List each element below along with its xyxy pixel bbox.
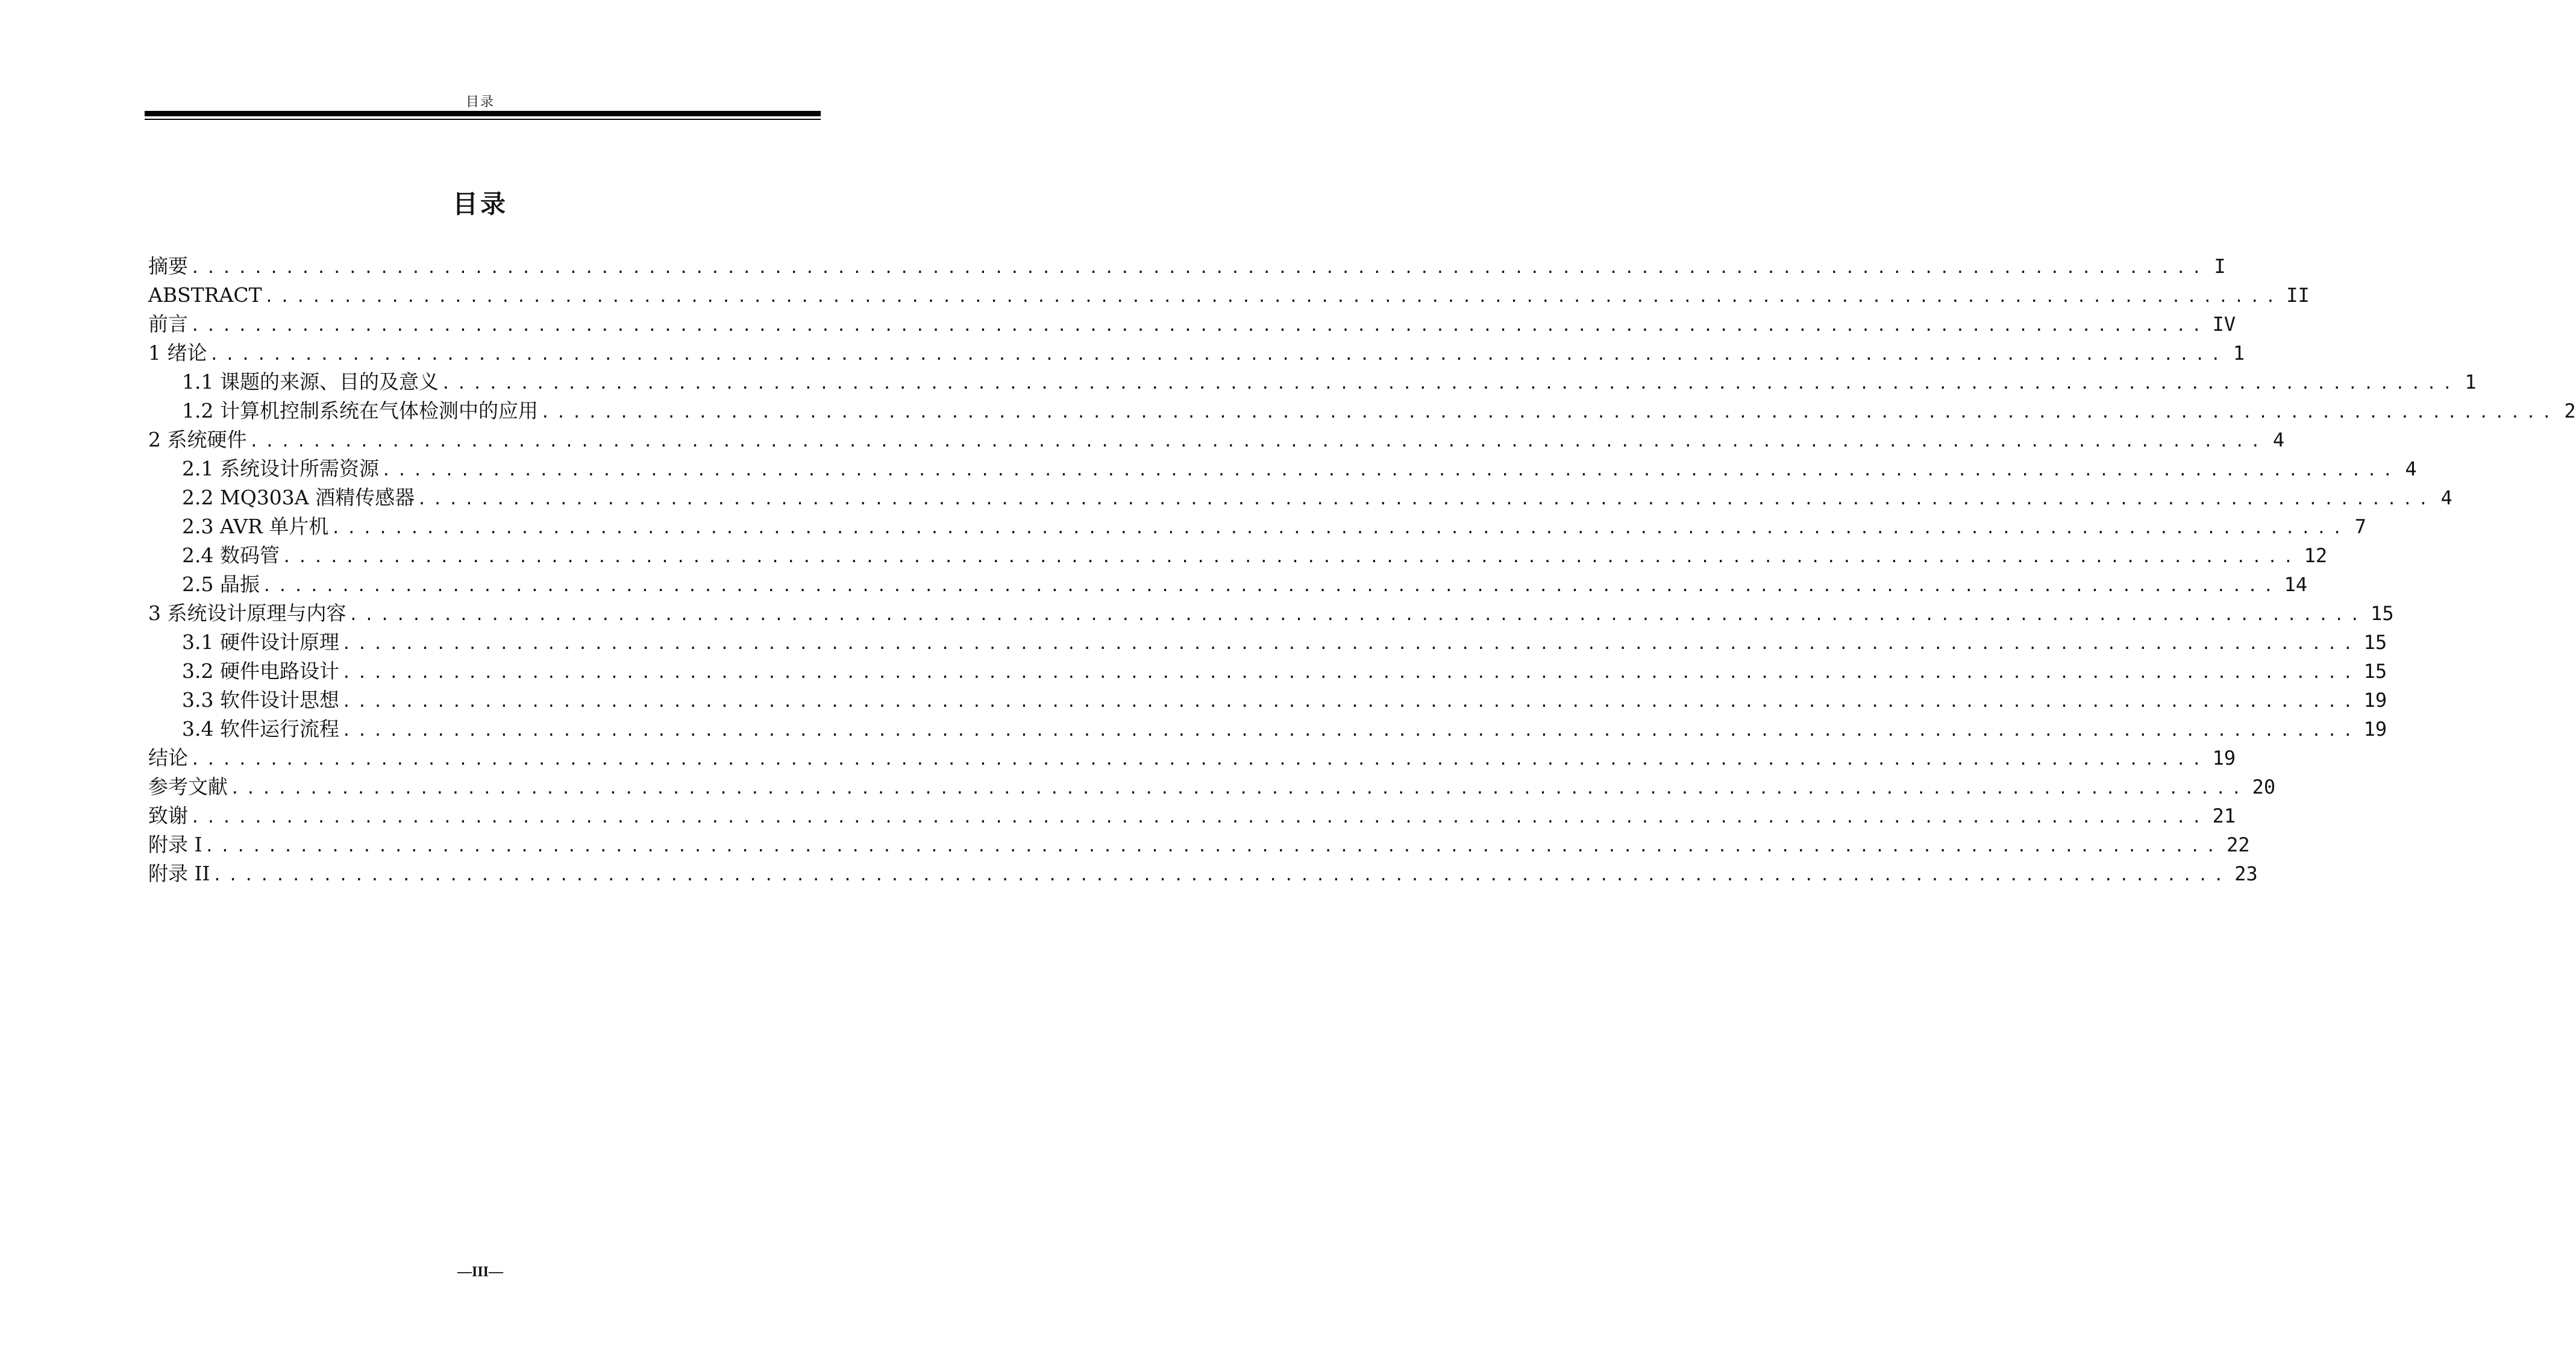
toc-entry-label: 1.1 课题的来源、目的及意义 <box>182 370 439 393</box>
toc-entry-page: 15 <box>2363 631 2387 654</box>
toc-leader-dots: ................................................................................................................................ <box>341 722 2359 740</box>
toc-entry-references[interactable] <box>148 773 2276 801</box>
toc-entry-label: 前言 <box>148 312 188 336</box>
toc-leader-dots: ................................................................................................................................ <box>381 462 2399 480</box>
toc-entry-label: 1 绪论 <box>148 341 207 365</box>
toc-leader-dots: ................................................................................................................................ <box>540 404 2558 422</box>
toc-entry-label: 3.2 硬件电路设计 <box>182 659 339 683</box>
toc-entry-page: 1 <box>2465 371 2477 393</box>
toc-entry-label: 摘要 <box>148 254 188 278</box>
toc-entry-section-3-3[interactable] <box>148 686 2387 715</box>
toc-entry-page: 2 <box>2564 400 2576 422</box>
toc-entry-section-1-1[interactable] <box>148 368 2477 396</box>
toc-leader-dots: ................................................................................................................................ <box>212 867 2230 885</box>
toc-entry-label: 2.4 数码管 <box>182 544 280 567</box>
toc-entry-page: 22 <box>2227 833 2250 856</box>
toc-entry-chapter-2[interactable] <box>148 425 2285 454</box>
toc-entry-label: 2.1 系统设计所需资源 <box>182 457 379 480</box>
toc-entry-page: 19 <box>2212 747 2236 769</box>
toc-leader-dots: ................................................................................................................................ <box>281 548 2299 566</box>
toc-leader-dots: ................................................................................................................................ <box>190 809 2208 827</box>
toc-entry-label: 附录 I <box>148 833 202 856</box>
toc-entry-preface[interactable] <box>148 310 2236 339</box>
toc-leader-dots: ................................................................................................................................ <box>331 519 2348 537</box>
toc-entry-section-2-4[interactable] <box>148 541 2328 570</box>
toc-leader-dots: ................................................................................................................................ <box>249 433 2267 451</box>
toc-entry-page: 23 <box>2234 862 2258 885</box>
toc-list <box>148 252 2576 888</box>
toc-leader-dots: ................................................................................................................................ <box>264 288 2282 306</box>
toc-leader-dots: ................................................................................................................................ <box>190 751 2208 769</box>
toc-entry-appendix-2[interactable] <box>148 859 2258 888</box>
toc-entry-label: 1.2 计算机控制系统在气体检测中的应用 <box>182 399 538 422</box>
toc-entry-abstract-en[interactable] <box>148 281 2310 310</box>
toc-leader-dots: ................................................................................................................................ <box>440 375 2458 393</box>
toc-leader-dots: ................................................................................................................................ <box>262 577 2280 595</box>
toc-entry-label: 3 系统设计原理与内容 <box>148 601 346 625</box>
toc-entry-section-2-5[interactable] <box>148 570 2308 599</box>
toc-entry-section-3-2[interactable] <box>148 657 2387 686</box>
toc-entry-page: 20 <box>2252 776 2276 798</box>
toc-leader-dots: ................................................................................................................................ <box>341 664 2359 682</box>
toc-leader-dots: ................................................................................................................................ <box>230 780 2248 798</box>
header-rule-thick <box>145 111 821 116</box>
toc-entry-label: 结论 <box>148 746 188 769</box>
toc-leader-dots: ................................................................................................................................ <box>417 490 2434 509</box>
toc-entry-page: I <box>2214 255 2226 278</box>
toc-leader-dots: ................................................................................................................................ <box>209 346 2227 364</box>
toc-entry-section-3-4[interactable] <box>148 715 2387 744</box>
toc-entry-label: 参考文献 <box>148 775 228 798</box>
toc-entry-section-3-1[interactable] <box>148 628 2387 657</box>
toc-entry-page: 15 <box>2363 660 2387 683</box>
toc-entry-page: 19 <box>2363 718 2387 741</box>
toc-entry-conclusion[interactable] <box>148 744 2236 773</box>
toc-leader-dots: ................................................................................................................................ <box>190 317 2208 335</box>
toc-entry-page: II <box>2286 284 2310 307</box>
toc-leader-dots: ................................................................................................................................ <box>204 838 2222 856</box>
toc-entry-label: 2.2 MQ303A 酒精传感器 <box>182 486 415 509</box>
toc-entry-label: 2 系统硬件 <box>148 428 247 451</box>
toc-entry-page: 4 <box>2272 428 2285 451</box>
toc-entry-label: 3.4 软件运行流程 <box>182 717 339 741</box>
toc-entry-acknowledgements[interactable] <box>148 801 2236 830</box>
toc-entry-page: 7 <box>2354 515 2366 538</box>
toc-leader-dots: ................................................................................................................................ <box>190 259 2208 277</box>
toc-entry-label: 致谢 <box>148 804 188 827</box>
toc-entry-page: 14 <box>2284 573 2308 596</box>
toc-entry-page: 21 <box>2212 804 2236 827</box>
toc-entry-label: 2.3 AVR 单片机 <box>182 515 329 538</box>
toc-entry-page: 15 <box>2371 602 2394 625</box>
toc-entry-abstract-cn[interactable] <box>148 252 2226 281</box>
toc-title: 目录 <box>452 189 508 219</box>
page-number: —III— <box>457 1264 504 1280</box>
header-rule-thin <box>145 119 821 120</box>
toc-entry-label: 3.3 软件设计思想 <box>182 688 339 712</box>
toc-entry-appendix-1[interactable] <box>148 830 2250 859</box>
toc-entry-page: 4 <box>2440 486 2452 509</box>
toc-entry-label: ABSTRACT <box>148 283 262 307</box>
toc-entry-section-2-1[interactable] <box>148 454 2417 483</box>
toc-entry-label: 附录 II <box>148 862 210 885</box>
toc-entry-page: 1 <box>2233 342 2245 365</box>
toc-entry-page: 19 <box>2363 689 2387 712</box>
toc-leader-dots: ................................................................................................................................ <box>341 635 2359 653</box>
running-header: 目录 <box>465 95 495 110</box>
toc-entry-page: 4 <box>2405 457 2417 480</box>
toc-entry-chapter-3[interactable] <box>148 599 2394 628</box>
toc-entry-page: IV <box>2212 313 2236 336</box>
toc-entry-section-2-2[interactable] <box>148 483 2452 512</box>
toc-entry-label: 3.1 硬件设计原理 <box>182 630 339 654</box>
toc-entry-chapter-1[interactable] <box>148 339 2245 368</box>
toc-entry-page: 12 <box>2304 544 2328 567</box>
toc-leader-dots: ................................................................................................................................ <box>341 693 2359 711</box>
toc-entry-section-1-2[interactable] <box>148 396 2576 425</box>
toc-leader-dots: ................................................................................................................................ <box>348 606 2366 624</box>
toc-entry-label: 2.5 晶振 <box>182 572 260 596</box>
toc-entry-section-2-3[interactable] <box>148 512 2366 541</box>
